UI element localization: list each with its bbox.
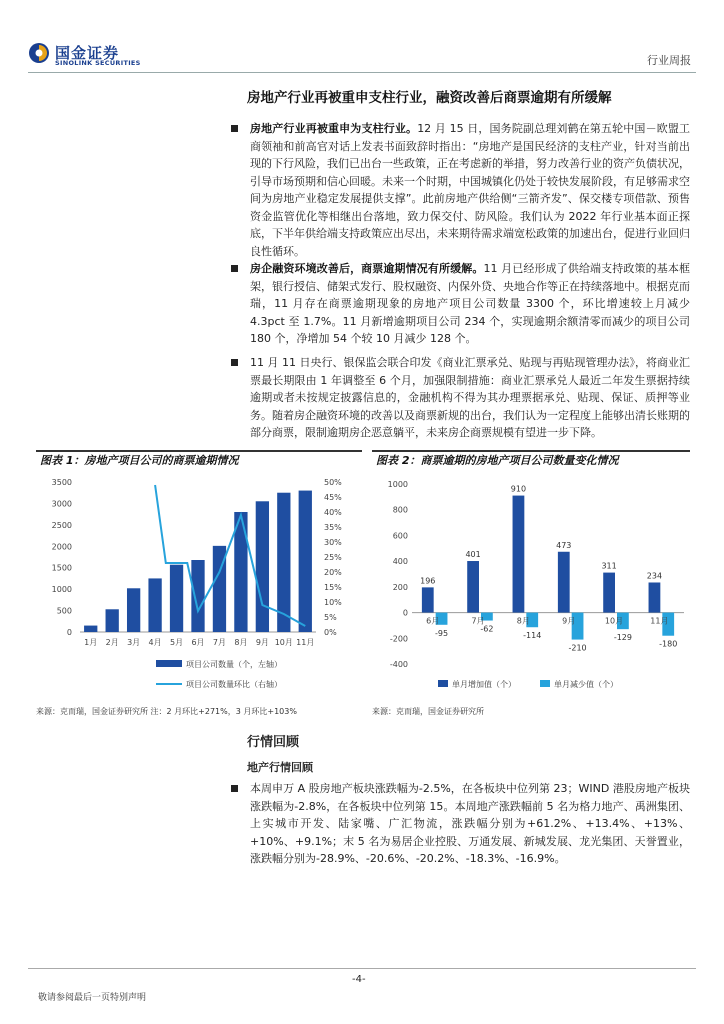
right-tick-label: 40% xyxy=(324,508,342,517)
figure-1-title: 图表 1：房地产项目公司的商票逾期情况 xyxy=(40,454,239,467)
left-tick-label: 1000 xyxy=(51,585,72,595)
legend-bar-label: 项目公司数量（个，左轴） xyxy=(186,660,282,669)
bar xyxy=(170,565,183,632)
page-number: -4- xyxy=(352,974,366,985)
bar xyxy=(84,626,97,632)
right-tick-label: 50% xyxy=(324,478,342,487)
figure-2-title: 图表 2：商票逾期的房地产项目公司数量变化情况 xyxy=(376,454,619,467)
bullet-icon xyxy=(231,785,238,792)
y-tick-label: -200 xyxy=(389,634,408,644)
x-tick-label: 10月 xyxy=(604,616,624,626)
bar xyxy=(299,491,312,632)
x-tick-label: 6月 xyxy=(191,638,205,647)
legend-bar-swatch xyxy=(156,660,182,667)
decrease-data-label: -62 xyxy=(480,624,494,634)
paragraph-1 xyxy=(250,120,690,260)
header-divider xyxy=(28,72,696,73)
left-tick-label: 2000 xyxy=(51,542,72,552)
left-tick-label: 500 xyxy=(56,606,72,616)
bullet-icon xyxy=(231,359,238,366)
market-review-paragraph xyxy=(250,780,690,868)
y-tick-label: 1000 xyxy=(387,480,408,489)
bullet-icon xyxy=(231,265,238,272)
figure-1-source: 来源：克而瑞，国金证券研究所 注：2 月环比+271%，3 月环比+103% xyxy=(36,707,297,716)
paragraph-3 xyxy=(250,354,690,442)
paragraph-2 xyxy=(250,260,690,348)
paragraph-text: 11 月 11 日央行、银保监会联合印发《商业汇票承兑、贴现与再贴现管理办法》，将商业汇票最长期限由 1 年调整至 6 个月，加强限制措施：商业汇票承兑人最近二年发生票据持续逾期或者未按规定披露信息的，金融机构不得为其办理票据承兑、贴现、保证、质押等业务。随着房企融资环境的改善以及商票新规的出台，我们认为一定程度上能够出清长账期的部分商票，限制逾期房企恶意躺平，未来房企商票规模有望进一步下降。 xyxy=(250,356,690,439)
decrease-data-label: -210 xyxy=(568,643,587,653)
footer-divider xyxy=(28,968,696,969)
legend-increase-label: 单月增加值（个） xyxy=(452,680,516,689)
left-tick-label: 1500 xyxy=(51,563,72,573)
paragraph-text: 本周申万 A 股房地产板块涨跌幅为-2.5%，在各板块中位列第 23；WIND 港股房地产板块涨跌幅为-2.8%，在各板块中位列第 15。本周地产涨跌幅前 5 名为格力地产、禹洲集团、上实城市开发、陆家嘴、广汇物流，涨跌幅分别为+61.2%、+13.4%、+13%、+10%、+9.1%；末 5 名为易居企业控股、万通发展、新城发展、龙光集团、天誉置业，涨跌幅分别为-28.9%、-20.6%、-20.2%、-18.3%、-16.9%。 xyxy=(250,782,690,865)
x-tick-label: 8月 xyxy=(516,616,530,626)
y-tick-label: 400 xyxy=(392,557,408,567)
increase-bar xyxy=(422,587,434,612)
logo-icon xyxy=(28,42,50,64)
left-tick-label: 0 xyxy=(66,628,72,637)
x-tick-label: 2月 xyxy=(105,638,119,647)
legend-increase-swatch xyxy=(438,680,448,687)
x-tick-label: 9月 xyxy=(562,616,576,626)
logo-text-en: SINOLINK SECURITIES xyxy=(55,59,141,67)
right-tick-label: 5% xyxy=(324,613,337,622)
increase-data-label: 311 xyxy=(601,561,617,571)
right-tick-label: 0% xyxy=(324,628,337,637)
bar xyxy=(256,501,269,632)
report-type: 行业周报 xyxy=(647,54,691,67)
increase-data-label: 196 xyxy=(420,576,436,586)
footer-note: 敬请参阅最后一页特别声明 xyxy=(38,993,147,1003)
x-tick-label: 1月 xyxy=(84,638,98,647)
x-tick-label: 4月 xyxy=(148,638,162,647)
increase-data-label: 473 xyxy=(556,540,572,550)
x-tick-label: 5月 xyxy=(169,638,184,647)
right-tick-label: 10% xyxy=(324,598,342,607)
y-tick-label: 800 xyxy=(392,505,408,515)
paragraph-text: 12 月 15 日，国务院副总理刘鹤在第五轮中国－欧盟工商领袖和前高官对话上发表书面致辞时指出：“房地产是国民经济的支柱产业，针对当前出现的下行风险，我们已出台一些政策，正在考虑新的举措，努力改善行业的资产负债状况，引导市场预期和信心回暖。未来一个时期，中国城镇化仍处于较快发展阶段，有足够需求空间为房地产业稳定发展提供支撑”。此前房地产供给侧“三箭齐发”、保交楼专项借款、预售资金监管优化等相继出台落地，致力保交付、防风险。我们认为 2022 年行业基本面正探底，下半年供给端支持政策应出尽出，未来期待需求端宽松政策的加速出台，促进行业回归良性循环。 xyxy=(250,122,691,258)
increase-bar xyxy=(649,582,661,612)
right-tick-label: 45% xyxy=(324,493,342,502)
y-tick-label: 200 xyxy=(392,582,408,592)
figure-2-chart xyxy=(372,470,690,700)
increase-data-label: 401 xyxy=(465,550,481,560)
y-tick-label: -400 xyxy=(389,660,408,669)
x-tick-label: 3月 xyxy=(127,638,141,647)
right-tick-label: 35% xyxy=(324,523,342,532)
decrease-data-label: -129 xyxy=(613,633,632,643)
x-tick-label: 10月 xyxy=(274,638,293,647)
increase-bar xyxy=(467,561,479,613)
right-tick-label: 25% xyxy=(324,553,342,562)
increase-bar xyxy=(513,496,525,613)
market-review-title: 行情回顾 xyxy=(247,735,300,750)
x-tick-label: 8月 xyxy=(234,638,248,647)
bar xyxy=(127,588,140,632)
left-tick-label: 3000 xyxy=(51,499,72,509)
bullet-icon xyxy=(231,125,238,132)
decrease-data-label: -95 xyxy=(435,628,449,638)
legend-decrease-label: 单月减少值（个） xyxy=(554,680,618,689)
legend-decrease-swatch xyxy=(540,680,550,687)
figure-2-source: 来源：克而瑞，国金证券研究所 xyxy=(372,707,484,716)
bar xyxy=(191,560,204,632)
decrease-data-label: -114 xyxy=(523,631,542,641)
logo-text-cn: 国金证券 xyxy=(55,44,120,62)
y-tick-label: 0 xyxy=(402,608,408,618)
section-title: 房地产行业再被重申支柱行业，融资改善后商票逾期有所缓解 xyxy=(247,90,612,106)
x-tick-label: 11月 xyxy=(296,638,315,647)
right-tick-label: 20% xyxy=(324,568,342,577)
increase-bar xyxy=(558,552,570,613)
paragraph-text: 11 月已经形成了供给端支持政策的基本框架，银行授信、储架式发行、股权融资、内保外贷、央地合作等正在持续落地中。根据克而瑞，11 月存在商票逾期现象的房地产项目公司数量 3300 个，环比增速较上月减少 4.3pct 至 1.7%。11 月新增逾期项目公司 234 个，实现逾期余额清零而减少的项目公司 180 个，净增加 54 个较 10 月减少 128 个。 xyxy=(250,262,691,345)
y-tick-label: 600 xyxy=(392,531,408,541)
x-tick-label: 11月 xyxy=(650,616,669,626)
x-tick-label: 7月 xyxy=(212,638,227,647)
left-tick-label: 2500 xyxy=(51,520,72,530)
right-tick-label: 30% xyxy=(324,538,342,547)
bar xyxy=(106,609,119,632)
figure-1-chart xyxy=(36,470,362,700)
bar xyxy=(148,578,161,632)
market-review-subtitle: 地产行情回顾 xyxy=(247,761,313,774)
right-tick-label: 15% xyxy=(324,583,342,592)
x-tick-label: 6月 xyxy=(426,616,440,626)
legend-line-label: 项目公司数量环比（右轴） xyxy=(186,680,282,689)
left-tick-label: 3500 xyxy=(51,478,72,487)
paragraph-lead: 房企融资环境改善后，商票逾期情况有所缓解。 xyxy=(250,262,484,275)
decrease-data-label: -180 xyxy=(659,639,678,649)
x-tick-label: 7月 xyxy=(471,616,485,626)
increase-data-label: 234 xyxy=(646,571,663,581)
paragraph-lead: 房地产行业再被重申为支柱行业。 xyxy=(250,122,418,135)
increase-bar xyxy=(603,573,615,613)
x-tick-label: 9月 xyxy=(255,638,269,647)
increase-data-label: 910 xyxy=(510,484,527,494)
